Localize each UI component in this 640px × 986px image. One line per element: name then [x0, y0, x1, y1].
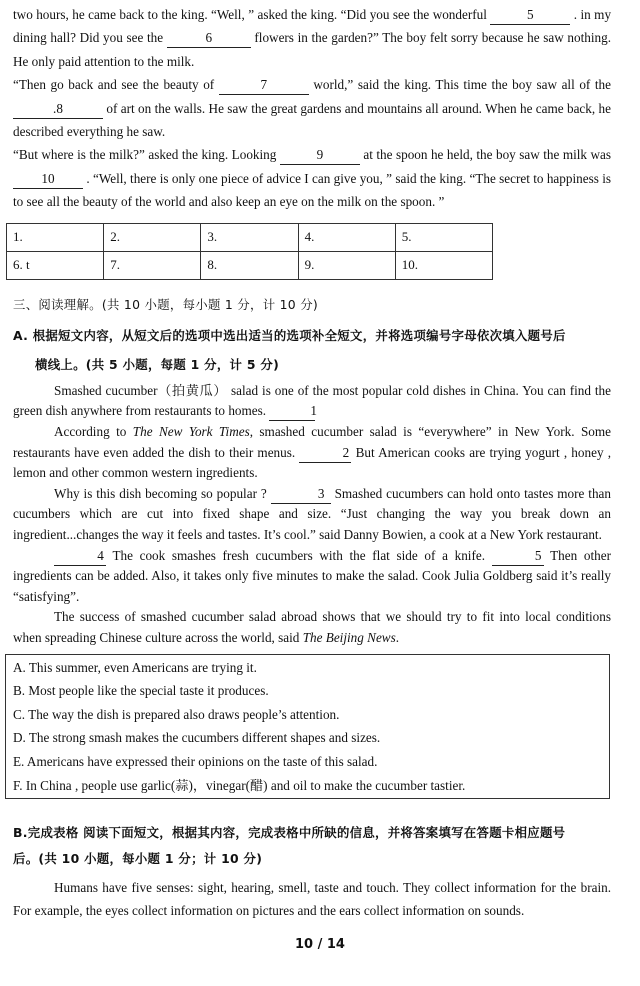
reading-paragraph-4 — [13, 546, 611, 608]
table-row — [7, 251, 493, 279]
passage-text: world,” said the king. This time the boy saw all of the — [313, 77, 611, 93]
passage-text: “But where is the milk?” asked the king. Looking — [13, 147, 277, 163]
part-b-text: Humans have five senses: sight, hearing, smell, taste and touch. They collect information for the brain. For example, the eyes collect information on pictures and the ears collect information on sounds. — [13, 879, 611, 919]
answer-cell-10[interactable]: 10. — [395, 251, 492, 279]
reading-text: Smashed cucumbers can hold onto tastes more than cucumbers which are cut into fixed shape and size. “Just changing the way you break down an ingredient...changes the way it feels and tastes. It’s cool.” said Danny Bowien, a cook at a New York restaurant. — [13, 485, 612, 543]
reading-paragraph-1 — [13, 381, 611, 422]
option-d: D. The strong smash makes the cucumbers different shapes and sizes. — [13, 730, 381, 746]
reading-paragraph-5 — [13, 607, 611, 648]
answer-cell-6[interactable]: 6. t — [7, 251, 104, 279]
blank-10[interactable]: 10 — [13, 170, 83, 189]
blank-a5[interactable]: 5 — [492, 547, 544, 566]
option-a: A. This summer, even Americans are trying it. — [13, 659, 257, 675]
options-box — [5, 654, 610, 800]
blank-5[interactable]: 5 — [490, 6, 570, 25]
reading-text: Then other ingredients can be added. Also, it takes only five minutes to make the salad. Cook Julia Goldberg said it’s really “satisfying”. — [13, 547, 611, 604]
passage-paragraph-2 — [13, 73, 611, 143]
answer-cell-1[interactable]: 1. — [7, 223, 104, 251]
blank-8[interactable]: .8 — [13, 100, 103, 119]
reading-text: Smashed cucumber（拍黄瓜） salad is one of the most popular cold dishes in China. You can find the green dish anywhere from restaurants to homes. — [13, 382, 611, 419]
blank-a2[interactable]: 2 — [299, 444, 351, 463]
source-name: The New York Times — [132, 424, 250, 440]
reading-paragraph-3 — [13, 484, 611, 546]
reading-text: The success of smashed cucumber salad abroad shows that we should try to fit into local conditions when spreading Chinese culture across the world, said — [13, 609, 611, 645]
passage-text: flowers in the garden?” The boy felt sorry because he saw nothing. He only paid attention to the milk. — [13, 30, 612, 69]
passage-text: . “Well, there is only one piece of advice I can give you, ” said the king. “The secret to happiness is to see all the beauty of the world and also keep an eye on the milk on the spoon. ” — [13, 170, 611, 210]
answer-cell-4[interactable]: 4. — [298, 223, 395, 251]
answer-cell-7[interactable]: 7. — [104, 251, 201, 279]
option-f: F. In China , people use garlic(蒜)，vinegar(醋) and oil to make the cucumber tastier. — [13, 777, 466, 793]
part-b-instruction-cont: 后。(共 10 小题，每小题 1 分；计 10 分) — [13, 850, 263, 866]
answer-cell-5[interactable]: 5. — [395, 223, 492, 251]
option-b: B. Most people like the special taste it produces. — [13, 683, 269, 699]
reading-paragraph-2 — [13, 422, 611, 484]
page-number: 10 / 14 — [295, 937, 345, 952]
blank-7[interactable]: 7 — [219, 76, 309, 95]
option-e: E. Americans have expressed their opinions on the taste of this salad. — [13, 753, 378, 769]
table-row — [7, 223, 493, 251]
blank-a1[interactable]: 1 — [269, 402, 315, 421]
part-b-instruction: B.完成表格 阅读下面短文，根据其内容，完成表格中所缺的信息，并将答案填写在答题卡相应题号 — [13, 825, 566, 841]
answer-table — [6, 223, 493, 280]
reading-text: The cook smashes fresh cucumbers with the flat side of a knife. — [112, 547, 486, 563]
option-c: C. The way the dish is prepared also draws people’s attention. — [13, 706, 340, 722]
answer-cell-2[interactable]: 2. — [104, 223, 201, 251]
section-title: 三、阅读理解。(共 10 小题，每小题 1 分，计 10 分) — [13, 296, 319, 312]
answer-cell-9[interactable]: 9. — [298, 251, 395, 279]
passage-text: at the spoon he held, the boy saw the milk was — [363, 147, 612, 163]
answer-cell-3[interactable]: 3. — [201, 223, 298, 251]
passage-text: of art on the walls. He saw the great gardens and mountains all around. When he came back, he described everything he saw. — [13, 100, 611, 140]
reading-text: , smashed cucumber salad is “everywhere” in New York. Some restaurants have even added the dish to their menus. — [13, 424, 612, 460]
source-name: The Beijing News — [302, 630, 396, 645]
reading-text: According to — [54, 424, 127, 440]
passage-paragraph-1 — [13, 3, 611, 73]
passage-paragraph-3 — [13, 143, 611, 213]
reading-text: . — [395, 630, 400, 645]
blank-6[interactable]: 6 — [167, 29, 251, 48]
blank-9[interactable]: 9 — [280, 146, 360, 165]
passage-text: . in my dining hall? Did you see the — [13, 7, 612, 46]
part-a-instruction-cont: 横线上。(共 5 小题，每题 1 分，计 5 分) — [35, 357, 280, 373]
exam-page — [13, 3, 611, 923]
part-a-instruction: A. 根据短文内容，从短文后的选项中选出适当的选项补全短文，并将选项编号字母依次填入题号后 — [13, 328, 566, 344]
passage-text: two hours, he came back to the king. “Well, ” asked the king. “Did you see the wonderful — [13, 7, 487, 22]
reading-text: But American cooks are trying yogurt , honey , lemon and other common western ingredients. — [13, 444, 612, 481]
blank-a4[interactable]: 4 — [54, 547, 106, 566]
passage-text: “Then go back and see the beauty of — [13, 77, 215, 93]
blank-a3[interactable]: 3 — [271, 485, 331, 504]
reading-text: Why is this dish becoming so popular ? — [54, 485, 267, 501]
answer-cell-8[interactable]: 8. — [201, 251, 298, 279]
